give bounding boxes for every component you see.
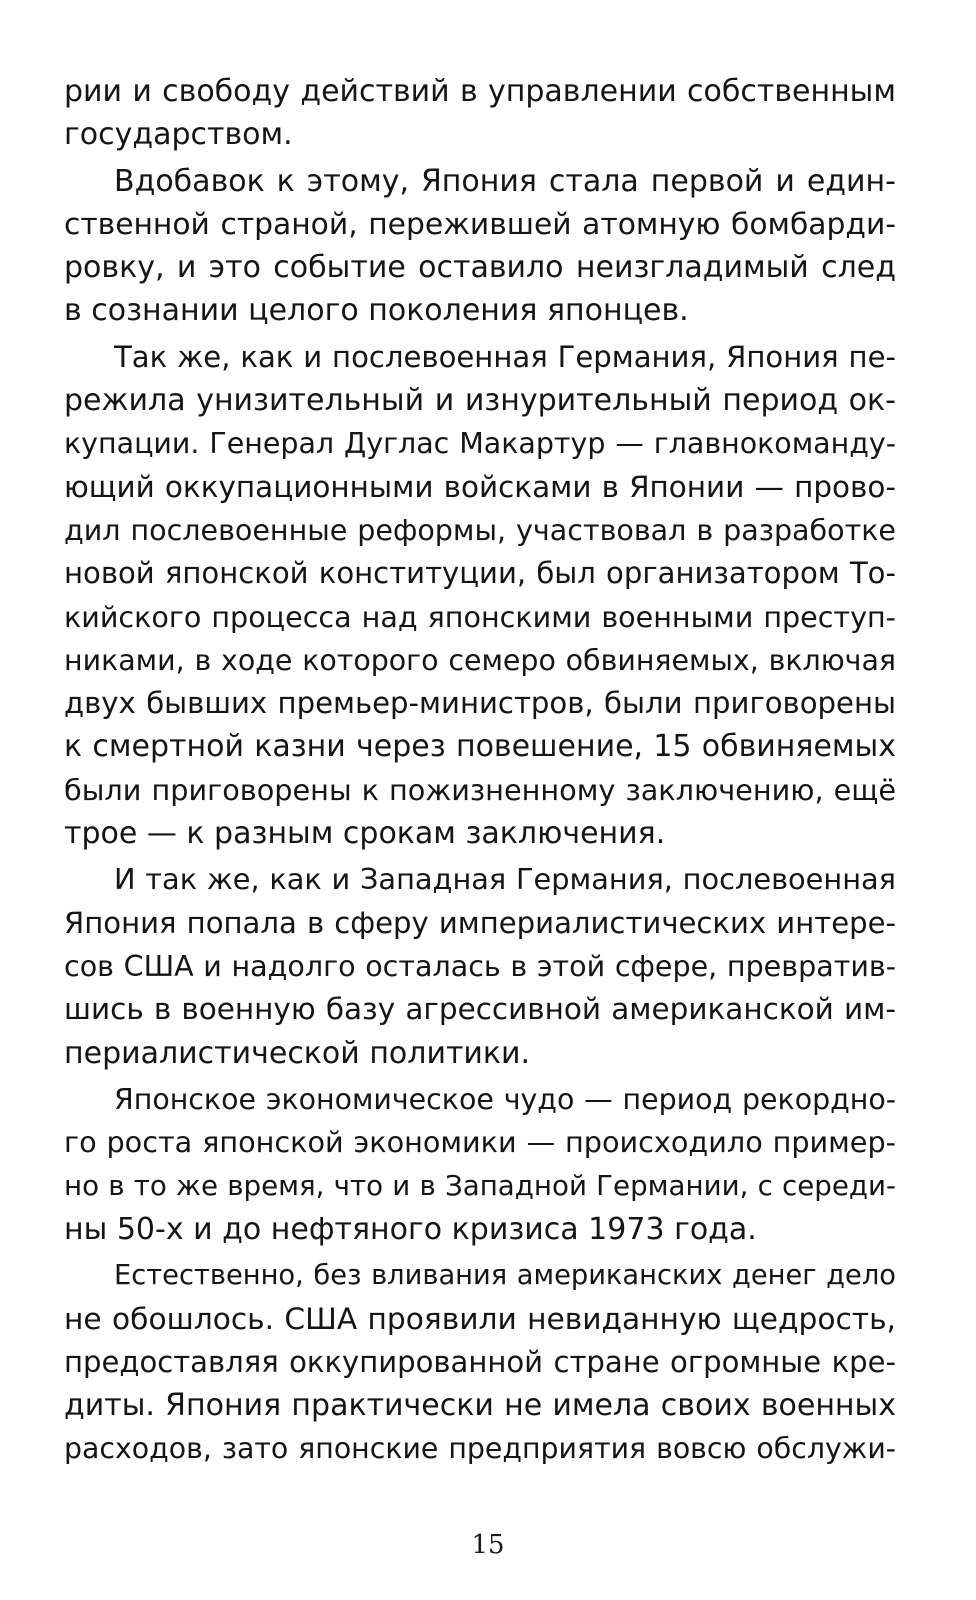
text-line: Япония попала в сферу империалистических интере- [64,905,896,940]
text-line: расходов, зато японские предприятия вовсю обслужи- [64,1432,896,1466]
text-line: но в то же время, что и в Западной Германии, с середи- [64,1169,896,1203]
text-line: диты. Япония практически не имела своих военных [64,1387,896,1423]
text-line: периалистической политики. [64,1035,531,1071]
text-line: ственной страной, пережившей атомную бомбарди- [64,206,896,242]
text-line: сов США и надолго осталась в этой сфере, превратив- [64,948,896,983]
text-line: ющий оккупационными войсками в Японии — прово- [64,469,896,504]
text-line: рии и свободу действий в управлении собственным [64,74,896,109]
text-line: дил послевоенные реформы, участвовал в разработке [64,513,896,547]
text-line: никами, в ходе которого семеро обвиняемых, включая [64,643,896,677]
paragraph [64,70,896,157]
text-line: ровку, и это событие оставило неизгладимый след [64,250,896,286]
paragraph [64,1254,896,1470]
text-line: Вдобавок к этому, Япония стала первой и един- [114,163,896,199]
text-line: трое — к разным срокам заключения. [64,816,666,852]
text-line: Японское экономическое чудо — период рекордно- [114,1082,896,1116]
text-line: новой японской конституции, был организатором То- [64,556,896,591]
text-line: в сознании целого поколения японцев. [64,293,689,329]
paragraph [64,336,896,856]
text-line: шись в военную базу агрессивной американской им- [64,992,896,1027]
text-line: Так же, как и послевоенная Германия, Япония пе- [114,339,896,374]
page-number: 15 [471,1530,505,1560]
text-line: не обошлось. США проявили невиданную щедрость, [64,1301,896,1337]
text-line: были приговорены к пожизненному заключению, ещё [64,772,896,807]
text-line: ны 50-х и до нефтяного кризиса 1973 года. [64,1211,757,1247]
text-line: предоставляя оккупированной стране огромные кре- [64,1344,896,1379]
text-line: купации. Генерал Дуглас Макартур — главнокоманду- [64,427,896,461]
body-text [64,70,896,1471]
text-line: двух бывших премьер-министров, были приговорены [64,686,896,721]
paragraph [64,858,896,1074]
text-line: государством. [64,117,293,153]
paragraph [64,160,896,333]
paragraph [64,1078,896,1251]
text-line: И так же, как и Западная Германия, послевоенная [114,862,896,897]
text-line: го роста японской экономики — происходило пример- [64,1125,896,1160]
text-line: к смертной казни через повешение, 15 обвиняемых [64,729,896,765]
text-line: Естественно, без вливания американских денег дело [114,1260,896,1292]
text-line: режила унизительный и изнурительный период ок- [64,383,896,419]
text-line: кийского процесса над японскими военными преступ- [64,599,896,634]
